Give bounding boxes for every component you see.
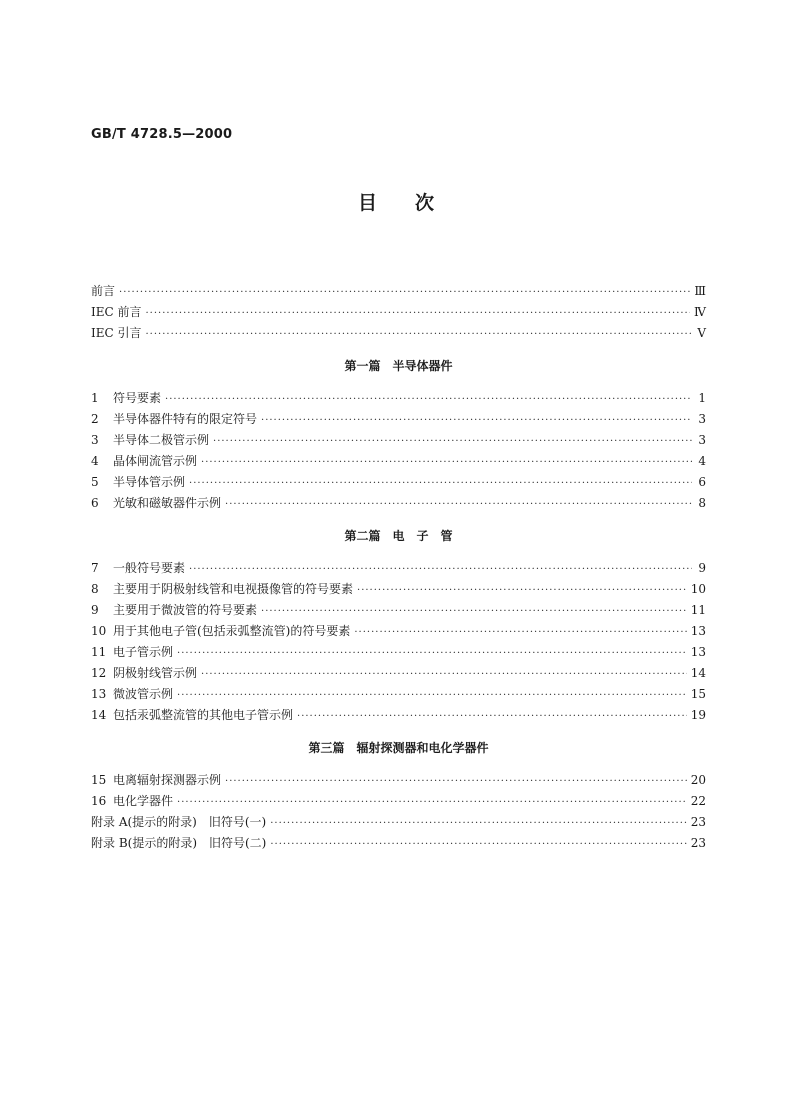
leader-dots — [357, 580, 687, 601]
toc-entry[interactable] — [91, 621, 706, 642]
toc-entry-page: 8 — [698, 496, 706, 510]
toc-entry-label: 电子管示例 — [113, 645, 174, 659]
toc-entry-number: 10 — [91, 624, 107, 638]
leader-dots — [354, 622, 686, 643]
toc-entry-label: 前言 — [91, 284, 116, 298]
leader-dots — [177, 643, 687, 664]
toc-entry[interactable] — [91, 493, 706, 514]
toc-entry-label: 用于其他电子管(包括汞弧整流管)的符号要素 — [113, 624, 351, 638]
toc-entry-appendix-b[interactable] — [91, 833, 706, 854]
toc-entry[interactable] — [91, 791, 706, 812]
toc-entry-page: 4 — [698, 454, 706, 468]
toc-entry-page: 13 — [690, 624, 706, 638]
toc-entry-number: 4 — [91, 454, 99, 468]
toc-entry-page: 23 — [690, 836, 706, 850]
toc-entry-number: 15 — [91, 773, 107, 787]
toc-entry-label: 电离辐射探测器示例 — [113, 773, 222, 787]
toc-entry-number: 14 — [91, 708, 107, 722]
leader-dots — [201, 452, 692, 473]
page-title: 目 次 — [357, 192, 434, 214]
toc-entry-page: 9 — [698, 561, 706, 575]
toc-entry-page: 15 — [690, 687, 706, 701]
toc-entry-page: 22 — [690, 794, 706, 808]
toc-entry-label: 主要用于微波管的符号要素 — [113, 603, 258, 617]
toc-entry-page: Ⅲ — [694, 284, 706, 298]
toc-entry[interactable] — [91, 558, 706, 579]
toc-entry-label: 一般符号要素 — [113, 561, 186, 575]
toc-entry-label: 附录 B(提示的附录) 旧符号(二) — [91, 836, 267, 850]
leader-dots — [201, 664, 687, 685]
toc-entry-label: 半导体二极管示例 — [113, 433, 210, 447]
toc-entry-label: 符号要素 — [113, 391, 162, 405]
toc-entry[interactable] — [91, 770, 706, 791]
leader-dots — [119, 282, 690, 303]
toc-entry-label: 附录 A(提示的附录) 旧符号(一) — [91, 815, 267, 829]
leader-dots — [270, 834, 686, 855]
part-heading: 第一篇 半导体器件 — [344, 359, 453, 373]
toc-entry-page: 11 — [690, 603, 706, 617]
toc-entry-number: 7 — [91, 561, 99, 575]
toc-entry-foreword[interactable] — [91, 281, 706, 302]
toc-entry-page: 23 — [690, 815, 706, 829]
standard-code: GB/T 4728.5—2000 — [91, 127, 233, 142]
leader-dots — [225, 494, 692, 515]
toc-entry-page: Ⅳ — [694, 305, 706, 319]
toc-entry-page: 3 — [698, 433, 706, 447]
toc-entry-number: 3 — [91, 433, 99, 447]
toc-entry-number: 9 — [91, 603, 99, 617]
leader-dots — [270, 813, 687, 834]
toc-entry[interactable] — [91, 388, 706, 409]
toc-entry-page: 1 — [698, 391, 706, 405]
toc-entry-label: 微波管示例 — [113, 687, 174, 701]
toc-entry[interactable] — [91, 600, 706, 621]
toc-entry-page: 20 — [690, 773, 706, 787]
toc-entry-page: 10 — [690, 582, 706, 596]
toc-entry[interactable] — [91, 684, 706, 705]
toc-entry-page: 19 — [690, 708, 706, 722]
toc-entry[interactable] — [91, 642, 706, 663]
leader-dots — [177, 685, 687, 706]
toc-entry-label: 半导体器件特有的限定符号 — [113, 412, 258, 426]
leader-dots — [213, 431, 692, 452]
toc-entry-number: 13 — [91, 687, 107, 701]
toc-entry-number: 2 — [91, 412, 99, 426]
toc-entry-appendix-a[interactable] — [91, 812, 706, 833]
leader-dots — [225, 771, 687, 792]
toc-entry-iec-foreword[interactable] — [91, 302, 706, 323]
leader-dots — [146, 303, 691, 324]
leader-dots — [261, 410, 692, 431]
toc-entry-page: Ⅴ — [697, 326, 706, 340]
toc-entry-label: 包括汞弧整流管的其他电子管示例 — [113, 708, 294, 722]
leader-dots — [177, 792, 687, 813]
toc-entry-label: IEC 引言 — [91, 326, 142, 340]
toc-entry-iec-introduction[interactable] — [91, 323, 706, 344]
toc-entry-page: 3 — [698, 412, 706, 426]
toc-entry[interactable] — [91, 663, 706, 684]
toc-entry-label: 阴极射线管示例 — [113, 666, 198, 680]
table-of-contents — [91, 281, 706, 854]
leader-dots — [297, 706, 687, 727]
leader-dots — [261, 601, 687, 622]
toc-entry-label: 半导体管示例 — [113, 475, 186, 489]
leader-dots — [146, 324, 693, 345]
toc-entry[interactable] — [91, 430, 706, 451]
toc-entry-number: 6 — [91, 496, 99, 510]
toc-entry[interactable] — [91, 451, 706, 472]
toc-entry[interactable] — [91, 409, 706, 430]
leader-dots — [189, 473, 692, 494]
toc-entry-page: 6 — [698, 475, 706, 489]
toc-entry-number: 8 — [91, 582, 99, 596]
toc-entry-label: 电化学器件 — [113, 794, 174, 808]
toc-entry-number: 16 — [91, 794, 107, 808]
part-heading: 第二篇 电 子 管 — [344, 529, 453, 543]
part-heading: 第三篇 辐射探测器和电化学器件 — [308, 741, 489, 755]
leader-dots — [189, 559, 692, 580]
toc-entry-label: 晶体闸流管示例 — [113, 454, 198, 468]
toc-entry-number: 5 — [91, 475, 99, 489]
toc-entry[interactable] — [91, 579, 706, 600]
toc-entry-label: IEC 前言 — [91, 305, 142, 319]
toc-entry-label: 主要用于阴极射线管和电视摄像管的符号要素 — [113, 582, 354, 596]
toc-entry-label: 光敏和磁敏器件示例 — [113, 496, 222, 510]
toc-entry-page: 14 — [690, 666, 706, 680]
toc-entry-page: 13 — [690, 645, 706, 659]
toc-entry-number: 11 — [91, 645, 107, 659]
toc-entry[interactable] — [91, 472, 706, 493]
leader-dots — [165, 389, 692, 410]
toc-entry-number: 12 — [91, 666, 107, 680]
toc-entry-number: 1 — [91, 391, 99, 405]
toc-entry[interactable] — [91, 705, 706, 726]
